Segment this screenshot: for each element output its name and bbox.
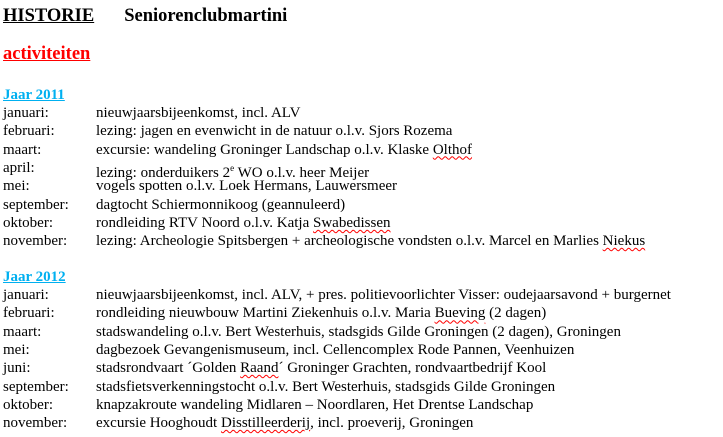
activity-month: februari: (3, 305, 55, 322)
activity-description: lezing: onderduikers 2e WO o.l.v. heer Meijer (96, 162, 370, 181)
spellcheck-word: Raand (240, 360, 279, 377)
activity-description: lezing: Archeologie Spitsbergen + archeologische vondsten o.l.v. Marcel en Marlies Niekus (96, 233, 646, 250)
activity-row (0, 214, 723, 232)
activity-row (0, 304, 723, 322)
activity-month: september: (3, 378, 69, 395)
activity-month: mei: (3, 341, 30, 358)
activity-row (0, 232, 723, 250)
activity-row (0, 378, 723, 396)
activity-row (0, 414, 723, 432)
activity-row (0, 396, 723, 414)
spellcheck-word: Niekus (602, 233, 646, 250)
activity-month: april: (3, 159, 35, 176)
year-heading: Jaar 2011 (3, 87, 65, 103)
activity-description: dagbezoek Gevangenismuseum, incl. Cellencomplex Rode Pannen, Veenhuizen (96, 341, 575, 358)
activity-month: maart: (3, 323, 42, 340)
activity-row (0, 286, 723, 304)
activity-description: nieuwjaarsbijeenkomst, incl. ALV, + pres. politievoorlichter Visser: oudejaarsavond + burgernet (96, 287, 671, 303)
activity-month: oktober: (3, 396, 53, 413)
superscript: e (230, 162, 235, 173)
activity-description: excursie: wandeling Groninger Landschap o.l.v. Klaske Olthof (96, 141, 473, 158)
activity-row (0, 196, 723, 214)
spellcheck-word: Swabedissen (313, 214, 391, 231)
activity-month: juni: (3, 360, 31, 377)
spellcheck-word: Disstilleerderij (220, 415, 311, 432)
section-title-activiteiten: activiteiten (3, 44, 91, 64)
activity-description: stadsrondvaart ´Golden Raand´ Groninger Grachten, rondvaartbedrijf Kool (96, 360, 547, 377)
activity-month: mei: (3, 178, 30, 195)
activity-description: vogels spotten o.l.v. Loek Hermans, Lauwersmeer (96, 178, 398, 195)
spellcheck-word: Olthof (432, 141, 473, 158)
activity-row (0, 359, 723, 377)
activity-description: rondleiding RTV Noord o.l.v. Katja Swabedissen (96, 214, 391, 231)
activity-month: september: (3, 196, 69, 213)
activity-month: november: (3, 233, 68, 250)
title-historie: HISTORIE (3, 6, 95, 26)
activity-row (0, 141, 723, 159)
activity-row (0, 177, 723, 195)
activity-row (0, 159, 723, 181)
activity-description: excursie Hooghoudt Disstilleerderij, incl. proeverij, Groningen (96, 415, 474, 432)
page-title (3, 6, 287, 26)
activity-month: maart: (3, 141, 42, 158)
spellcheck-word: Bueving (434, 305, 486, 322)
activity-row (0, 104, 723, 122)
activity-month: februari: (3, 123, 55, 140)
activity-month: januari: (3, 105, 49, 121)
activity-description: nieuwjaarsbijeenkomst, incl. ALV (96, 105, 301, 121)
activity-description: stadsfietsverkenningstocht o.l.v. Bert Westerhuis, stadsgids Gilde Groningen (96, 378, 556, 395)
activity-description: lezing: jagen en evenwicht in de natuur o.l.v. Sjors Rozema (96, 123, 453, 140)
activity-month: oktober: (3, 214, 53, 231)
activity-row (0, 122, 723, 140)
activity-row (0, 341, 723, 359)
activity-row (0, 323, 723, 341)
activity-month: november: (3, 415, 68, 432)
activity-description: dagtocht Schiermonnikoog (geannuleerd) (96, 196, 346, 213)
year-heading: Jaar 2012 (3, 269, 66, 285)
activity-description: stadswandeling o.l.v. Bert Westerhuis, stadsgids Gilde Groningen (2 dagen), Groningen (96, 323, 621, 340)
title-club-name: Seniorenclubmartini (124, 6, 288, 26)
activity-description: knapzakroute wandeling Midlaren – Noordlaren, Het Drentse Landschap (96, 396, 534, 413)
activity-description: rondleiding nieuwbouw Martini Ziekenhuis o.l.v. Maria Bueving (2 dagen) (96, 305, 547, 322)
activity-month: januari: (3, 287, 49, 303)
